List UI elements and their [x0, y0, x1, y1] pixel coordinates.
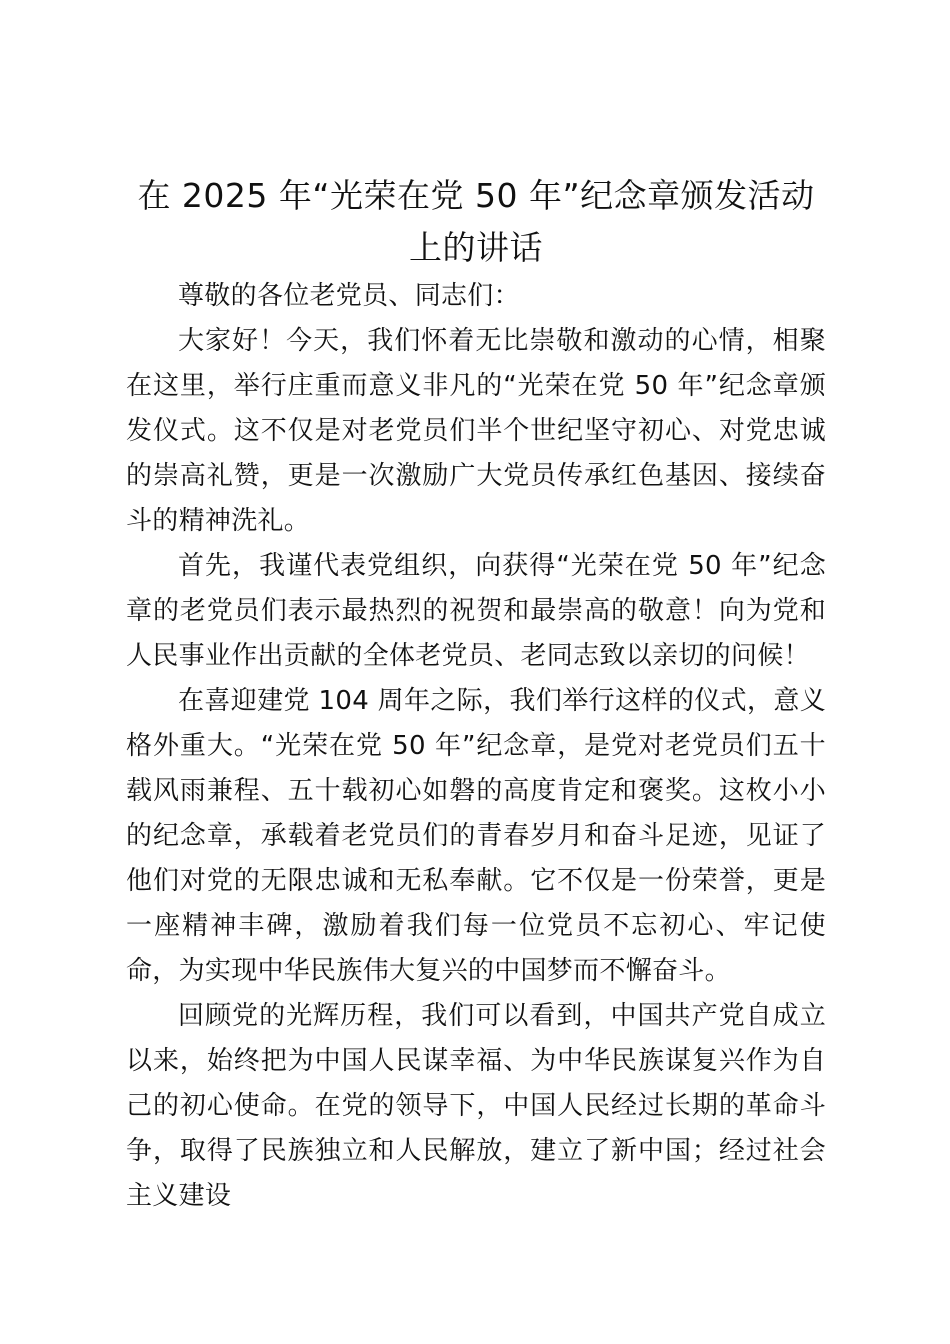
document-title: 在 2025 年“光荣在党 50 年”纪念章颁发活动上的讲话: [137, 176, 815, 267]
document-body: [126, 274, 826, 1219]
paragraph-4: 回顾党的光辉历程，我们可以看到，中国共产党自成立以来，始终把为中国人民谋幸福、为中华民族谋复兴作为自己的初心使命。在党的领导下，中国人民经过长期的革命斗争，取得了民族独立和人民解放，建立了新中国；经过社会主义建设: [126, 1001, 826, 1211]
paragraph-2: 首先，我谨代表党组织，向获得“光荣在党 50 年”纪念章的老党员们表示最热烈的祝贺和最崇高的敬意！向为党和人民事业作出贡献的全体老党员、老同志致以亲切的问候！: [126, 551, 826, 671]
paragraph-3: 在喜迎建党 104 周年之际，我们举行这样的仪式，意义格外重大。“光荣在党 50 年”纪念章，是党对老党员们五十载风雨兼程、五十载初心如磐的高度肯定和褒奖。这枚小小的纪念章，承载着老党员们的青春岁月和奋斗足迹，见证了他们对党的无限忠诚和无私奉献。它不仅是一份荣誉，更是一座精神丰碑，激励着我们每一位党员不忘初心、牢记使命，为实现中华民族伟大复兴的中国梦而不懈奋斗。: [126, 686, 826, 986]
document-page: [126, 170, 826, 1219]
salutation: 尊敬的各位老党员、同志们：: [178, 281, 520, 311]
paragraph-1: 大家好！今天，我们怀着无比崇敬和激动的心情，相聚在这里，举行庄重而意义非凡的“光荣在党 50 年”纪念章颁发仪式。这不仅是对老党员们半个世纪坚守初心、对党忠诚的崇高礼赞，更是一次激励广大党员传承红色基因、接续奋斗的精神洗礼。: [126, 326, 826, 536]
